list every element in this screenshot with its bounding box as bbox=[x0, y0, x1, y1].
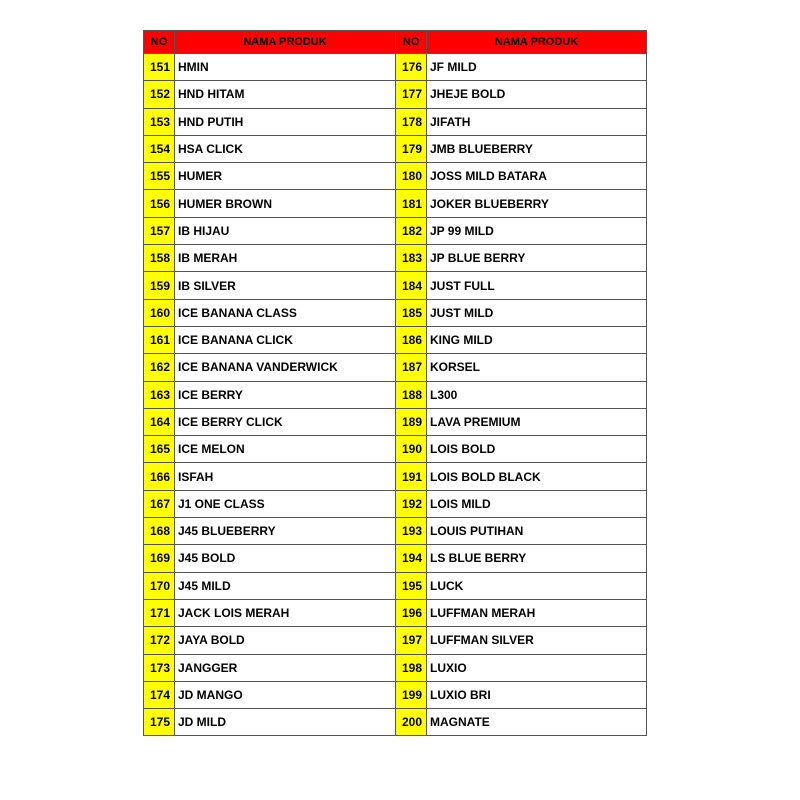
number-right: 193 bbox=[396, 518, 427, 545]
product-name-left: HND PUTIH bbox=[175, 108, 396, 135]
table-row bbox=[144, 326, 647, 353]
table-row bbox=[144, 272, 647, 299]
number-left: 157 bbox=[144, 217, 175, 244]
product-name-left: IB HIJAU bbox=[175, 217, 396, 244]
product-name-left: JD MANGO bbox=[175, 681, 396, 708]
table-row bbox=[144, 436, 647, 463]
header-no-right: NO bbox=[396, 31, 427, 54]
number-right: 189 bbox=[396, 408, 427, 435]
table-row bbox=[144, 709, 647, 736]
header-nama-produk-right: NAMA PRODUK bbox=[427, 31, 647, 54]
product-name-right: MAGNATE bbox=[427, 709, 647, 736]
table-row bbox=[144, 108, 647, 135]
product-name-left: ISFAH bbox=[175, 463, 396, 490]
header-row bbox=[144, 31, 647, 54]
number-left: 168 bbox=[144, 518, 175, 545]
table-row bbox=[144, 627, 647, 654]
product-name-right: JHEJE BOLD bbox=[427, 81, 647, 108]
product-name-right: LAVA PREMIUM bbox=[427, 408, 647, 435]
table-row bbox=[144, 545, 647, 572]
number-right: 200 bbox=[396, 709, 427, 736]
number-left: 154 bbox=[144, 135, 175, 162]
product-name-left: JANGGER bbox=[175, 654, 396, 681]
number-left: 164 bbox=[144, 408, 175, 435]
product-name-right: JUST MILD bbox=[427, 299, 647, 326]
product-table bbox=[143, 30, 647, 736]
number-right: 178 bbox=[396, 108, 427, 135]
number-left: 153 bbox=[144, 108, 175, 135]
table-row bbox=[144, 408, 647, 435]
product-name-right: JMB BLUEBERRY bbox=[427, 135, 647, 162]
product-name-right: LOIS BOLD BLACK bbox=[427, 463, 647, 490]
product-name-right: L300 bbox=[427, 381, 647, 408]
product-name-left: ICE BERRY CLICK bbox=[175, 408, 396, 435]
product-name-left: HSA CLICK bbox=[175, 135, 396, 162]
number-left: 173 bbox=[144, 654, 175, 681]
number-right: 179 bbox=[396, 135, 427, 162]
product-name-left: HUMER bbox=[175, 163, 396, 190]
number-left: 152 bbox=[144, 81, 175, 108]
table-row bbox=[144, 354, 647, 381]
product-name-left: IB SILVER bbox=[175, 272, 396, 299]
product-name-right: KING MILD bbox=[427, 326, 647, 353]
product-name-left: ICE BANANA CLICK bbox=[175, 326, 396, 353]
product-name-left: ICE BERRY bbox=[175, 381, 396, 408]
product-name-left: IB MERAH bbox=[175, 245, 396, 272]
product-name-right: LOUIS PUTIHAN bbox=[427, 518, 647, 545]
product-name-left: ICE BANANA CLASS bbox=[175, 299, 396, 326]
product-name-right: JP 99 MILD bbox=[427, 217, 647, 244]
number-left: 166 bbox=[144, 463, 175, 490]
number-right: 181 bbox=[396, 190, 427, 217]
number-right: 197 bbox=[396, 627, 427, 654]
number-right: 194 bbox=[396, 545, 427, 572]
table-row bbox=[144, 518, 647, 545]
product-name-right: JUST FULL bbox=[427, 272, 647, 299]
number-right: 177 bbox=[396, 81, 427, 108]
table-row bbox=[144, 245, 647, 272]
number-left: 167 bbox=[144, 490, 175, 517]
product-name-right: LUFFMAN SILVER bbox=[427, 627, 647, 654]
product-name-left: JAYA BOLD bbox=[175, 627, 396, 654]
product-name-right: LOIS MILD bbox=[427, 490, 647, 517]
product-name-right: JP BLUE BERRY bbox=[427, 245, 647, 272]
number-left: 155 bbox=[144, 163, 175, 190]
table-row bbox=[144, 163, 647, 190]
number-left: 151 bbox=[144, 54, 175, 81]
table-row bbox=[144, 681, 647, 708]
table-row bbox=[144, 463, 647, 490]
number-right: 180 bbox=[396, 163, 427, 190]
table-row bbox=[144, 654, 647, 681]
number-left: 158 bbox=[144, 245, 175, 272]
number-left: 156 bbox=[144, 190, 175, 217]
number-right: 198 bbox=[396, 654, 427, 681]
product-name-right: JOSS MILD BATARA bbox=[427, 163, 647, 190]
number-left: 172 bbox=[144, 627, 175, 654]
table-row bbox=[144, 81, 647, 108]
table-body bbox=[144, 54, 647, 736]
product-name-right: LUXIO BRI bbox=[427, 681, 647, 708]
table-row bbox=[144, 381, 647, 408]
table-row bbox=[144, 572, 647, 599]
number-right: 195 bbox=[396, 572, 427, 599]
product-name-right: LS BLUE BERRY bbox=[427, 545, 647, 572]
number-left: 174 bbox=[144, 681, 175, 708]
product-name-left: J45 BLUEBERRY bbox=[175, 518, 396, 545]
number-right: 176 bbox=[396, 54, 427, 81]
product-name-right: JIFATH bbox=[427, 108, 647, 135]
table-row bbox=[144, 599, 647, 626]
product-name-right: KORSEL bbox=[427, 354, 647, 381]
product-name-left: ICE BANANA VANDERWICK bbox=[175, 354, 396, 381]
product-name-right: LUXIO bbox=[427, 654, 647, 681]
product-name-right: LUCK bbox=[427, 572, 647, 599]
product-name-left: J45 MILD bbox=[175, 572, 396, 599]
number-right: 188 bbox=[396, 381, 427, 408]
number-right: 183 bbox=[396, 245, 427, 272]
number-left: 171 bbox=[144, 599, 175, 626]
product-name-right: JOKER BLUEBERRY bbox=[427, 190, 647, 217]
number-right: 184 bbox=[396, 272, 427, 299]
number-right: 182 bbox=[396, 217, 427, 244]
number-left: 163 bbox=[144, 381, 175, 408]
number-right: 192 bbox=[396, 490, 427, 517]
table-row bbox=[144, 299, 647, 326]
number-right: 186 bbox=[396, 326, 427, 353]
product-name-left: J1 ONE CLASS bbox=[175, 490, 396, 517]
number-right: 199 bbox=[396, 681, 427, 708]
product-name-left: HUMER BROWN bbox=[175, 190, 396, 217]
product-name-left: JD MILD bbox=[175, 709, 396, 736]
header-nama-produk-left: NAMA PRODUK bbox=[175, 31, 396, 54]
number-left: 162 bbox=[144, 354, 175, 381]
product-name-left: HMIN bbox=[175, 54, 396, 81]
number-right: 187 bbox=[396, 354, 427, 381]
number-left: 175 bbox=[144, 709, 175, 736]
number-right: 191 bbox=[396, 463, 427, 490]
number-left: 165 bbox=[144, 436, 175, 463]
product-name-left: HND HITAM bbox=[175, 81, 396, 108]
product-name-left: JACK LOIS MERAH bbox=[175, 599, 396, 626]
number-left: 159 bbox=[144, 272, 175, 299]
table-row bbox=[144, 135, 647, 162]
number-left: 170 bbox=[144, 572, 175, 599]
table-row bbox=[144, 54, 647, 81]
table-row bbox=[144, 190, 647, 217]
header-no-left: NO bbox=[144, 31, 175, 54]
number-left: 160 bbox=[144, 299, 175, 326]
number-left: 169 bbox=[144, 545, 175, 572]
table-row bbox=[144, 217, 647, 244]
number-right: 190 bbox=[396, 436, 427, 463]
product-name-right: LOIS BOLD bbox=[427, 436, 647, 463]
number-right: 185 bbox=[396, 299, 427, 326]
table-row bbox=[144, 490, 647, 517]
product-name-right: LUFFMAN MERAH bbox=[427, 599, 647, 626]
product-name-left: J45 BOLD bbox=[175, 545, 396, 572]
number-left: 161 bbox=[144, 326, 175, 353]
number-right: 196 bbox=[396, 599, 427, 626]
product-name-left: ICE MELON bbox=[175, 436, 396, 463]
product-name-right: JF MILD bbox=[427, 54, 647, 81]
